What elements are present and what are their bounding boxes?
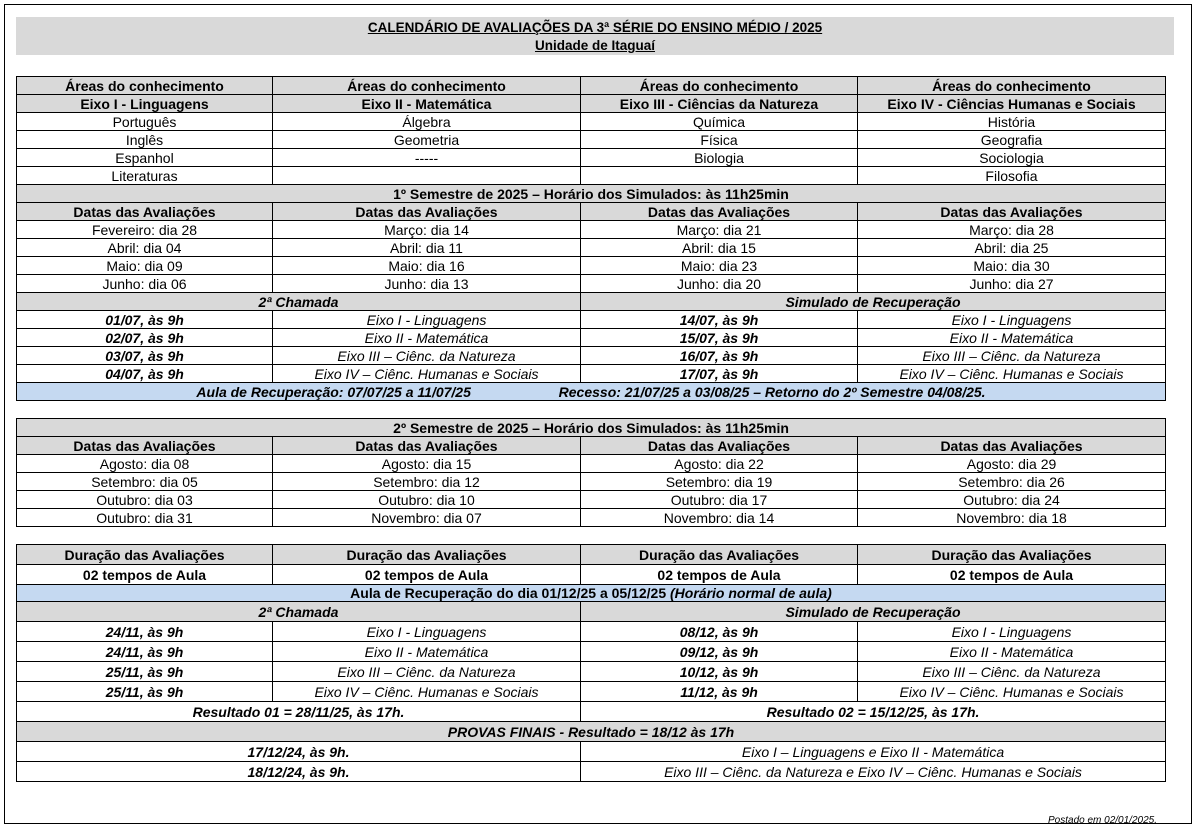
date-cell: Junho: dia 20 (581, 275, 858, 293)
chamada-eixo: Eixo IV – Ciênc. Humanas e Sociais (273, 682, 581, 702)
chamada-eixo: Eixo I - Linguagens (273, 622, 581, 642)
chamada-date: 25/11, às 9h (17, 662, 273, 682)
resultado-02: Resultado 02 = 15/12/25, às 17h. (581, 702, 1166, 722)
chamada-date: 25/11, às 9h (17, 682, 273, 702)
subject-cell: Biologia (581, 149, 858, 167)
duration-header: Duração das Avaliações (17, 545, 273, 565)
duration-header: Duração das Avaliações (273, 545, 581, 565)
date-cell: Outubro: dia 31 (17, 509, 273, 527)
dates-header: Datas das Avaliações (858, 203, 1166, 221)
duration-value: 02 tempos de Aula (581, 565, 858, 585)
resultado-01: Resultado 01 = 28/11/25, às 17h. (17, 702, 581, 722)
subject-cell (273, 167, 581, 185)
recuperacao-date: 14/07, às 9h (581, 311, 858, 329)
date-cell: Setembro: dia 12 (273, 473, 581, 491)
page-title: CALENDÁRIO DE AVALIAÇÕES DA 3ª SÉRIE DO ENSINO MÉDIO / 2025 (367, 20, 823, 35)
subject-cell: Espanhol (17, 149, 273, 167)
areas-header: Áreas do conhecimento (858, 77, 1166, 95)
date-cell: Agosto: dia 15 (273, 455, 581, 473)
date-cell: Junho: dia 13 (273, 275, 581, 293)
recovery-note (17, 383, 1166, 401)
chamada-eixo: Eixo III – Ciênc. da Natureza (273, 347, 581, 365)
recuperacao-eixo: Eixo III – Ciênc. da Natureza (858, 347, 1166, 365)
recuperacao-eixo: Eixo III – Ciênc. da Natureza (858, 662, 1166, 682)
subject-cell: Geografia (858, 131, 1166, 149)
date-cell: Abril: dia 25 (858, 239, 1166, 257)
recuperacao-eixo: Eixo II - Matemática (858, 329, 1166, 347)
date-cell: Outubro: dia 17 (581, 491, 858, 509)
aula-recuperacao-row (17, 585, 1166, 602)
date-cell: Fevereiro: dia 28 (17, 221, 273, 239)
subject-cell: Sociologia (858, 149, 1166, 167)
recuperacao-eixo: Eixo IV – Ciênc. Humanas e Sociais (858, 682, 1166, 702)
chamada-date: 24/11, às 9h (17, 622, 273, 642)
dates-header: Datas das Avaliações (581, 203, 858, 221)
date-cell: Outubro: dia 24 (858, 491, 1166, 509)
recuperacao-date: 17/07, às 9h (581, 365, 858, 383)
duration-header: Duração das Avaliações (858, 545, 1166, 565)
semester-title: 2º Semestre de 2025 – Horário dos Simulados: às 11h25min (17, 419, 1166, 437)
eixo-header: Eixo IV - Ciências Humanas e Sociais (858, 95, 1166, 113)
date-cell: Junho: dia 27 (858, 275, 1166, 293)
duration-value: 02 tempos de Aula (273, 565, 581, 585)
recuperacao-date: 15/07, às 9h (581, 329, 858, 347)
final-eixos: Eixo III – Ciênc. da Natureza e Eixo IV – Ciênc. Humanas e Sociais (581, 762, 1166, 782)
date-cell: Setembro: dia 19 (581, 473, 858, 491)
date-cell: Outubro: dia 03 (17, 491, 273, 509)
date-cell: Abril: dia 04 (17, 239, 273, 257)
final-date: 17/12/24, às 9h. (17, 742, 581, 762)
chamada-eixo: Eixo II - Matemática (273, 642, 581, 662)
subject-cell: História (858, 113, 1166, 131)
chamada-eixo: Eixo I - Linguagens (273, 311, 581, 329)
subject-cell: Inglês (17, 131, 273, 149)
aula-recuperacao-note: Aula de Recuperação: 07/07/25 a 11/07/25 (196, 383, 471, 400)
date-cell: Agosto: dia 08 (17, 455, 273, 473)
recuperacao-date: 08/12, às 9h (581, 622, 858, 642)
duration-header: Duração das Avaliações (581, 545, 858, 565)
recuperacao-date: 09/12, às 9h (581, 642, 858, 662)
chamada-date: 24/11, às 9h (17, 642, 273, 662)
aula-recuperacao-text: Aula de Recuperação do dia 01/12/25 a 05/12/25 (350, 584, 667, 601)
date-cell: Setembro: dia 26 (858, 473, 1166, 491)
semester-title: 1º Semestre de 2025 – Horário dos Simulados: às 11h25min (17, 185, 1166, 203)
duration-value: 02 tempos de Aula (858, 565, 1166, 585)
recuperacao-eixo: Eixo I - Linguagens (858, 311, 1166, 329)
date-cell: Junho: dia 06 (17, 275, 273, 293)
date-cell: Novembro: dia 18 (858, 509, 1166, 527)
areas-header: Áreas do conhecimento (17, 77, 273, 95)
table-first-semester (16, 76, 1166, 401)
chamada-date: 02/07, às 9h (17, 329, 273, 347)
dates-header: Datas das Avaliações (273, 203, 581, 221)
recuperacao-date: 16/07, às 9h (581, 347, 858, 365)
subject-cell: Geometria (273, 131, 581, 149)
table-duration-finals (16, 544, 1166, 782)
chamada-eixo: Eixo IV – Ciênc. Humanas e Sociais (273, 365, 581, 383)
subject-cell: Filosofia (858, 167, 1166, 185)
subject-cell: Álgebra (273, 113, 581, 131)
subject-cell: ----- (273, 149, 581, 167)
date-cell: Agosto: dia 22 (581, 455, 858, 473)
date-cell: Abril: dia 15 (581, 239, 858, 257)
page-header (16, 17, 1174, 55)
date-cell: Setembro: dia 05 (17, 473, 273, 491)
eixo-header: Eixo I - Linguagens (17, 95, 273, 113)
posted-date: Postado em 02/01/2025. (1048, 815, 1157, 826)
recuperacao-date: 10/12, às 9h (581, 662, 858, 682)
date-cell: Maio: dia 23 (581, 257, 858, 275)
eixo-header: Eixo II - Matemática (273, 95, 581, 113)
chamada-eixo: Eixo III – Ciênc. da Natureza (273, 662, 581, 682)
chamada-date: 04/07, às 9h (17, 365, 273, 383)
chamada-date: 01/07, às 9h (17, 311, 273, 329)
duration-value: 02 tempos de Aula (17, 565, 273, 585)
date-cell: Maio: dia 16 (273, 257, 581, 275)
date-cell: Outubro: dia 10 (273, 491, 581, 509)
areas-header: Áreas do conhecimento (581, 77, 858, 95)
dates-header: Datas das Avaliações (581, 437, 858, 455)
recuperacao-date: 11/12, às 9h (581, 682, 858, 702)
chamada-date: 03/07, às 9h (17, 347, 273, 365)
subject-cell: Literaturas (17, 167, 273, 185)
subject-cell: Português (17, 113, 273, 131)
recesso-note: Recesso: 21/07/25 a 03/08/25 – Retorno do 2º Semestre 04/08/25. (558, 383, 986, 400)
final-eixos: Eixo I – Linguagens e Eixo II - Matemática (581, 742, 1166, 762)
date-cell: Março: dia 28 (858, 221, 1166, 239)
recuperacao-eixo: Eixo IV – Ciênc. Humanas e Sociais (858, 365, 1166, 383)
recuperacao-header: Simulado de Recuperação (581, 602, 1166, 622)
date-cell: Abril: dia 11 (273, 239, 581, 257)
dates-header: Datas das Avaliações (273, 437, 581, 455)
table-second-semester (16, 418, 1166, 527)
chamada-header: 2ª Chamada (17, 602, 581, 622)
subject-cell: Física (581, 131, 858, 149)
date-cell: Novembro: dia 07 (273, 509, 581, 527)
chamada-eixo: Eixo II - Matemática (273, 329, 581, 347)
recuperacao-eixo: Eixo II - Matemática (858, 642, 1166, 662)
provas-finais-header: PROVAS FINAIS - Resultado = 18/12 às 17h (17, 722, 1166, 742)
date-cell: Março: dia 21 (581, 221, 858, 239)
date-cell: Maio: dia 09 (17, 257, 273, 275)
subject-cell (581, 167, 858, 185)
recuperacao-eixo: Eixo I - Linguagens (858, 622, 1166, 642)
page-subtitle: Unidade de Itaguaí (534, 38, 656, 53)
date-cell: Agosto: dia 29 (858, 455, 1166, 473)
dates-header: Datas das Avaliações (858, 437, 1166, 455)
date-cell: Maio: dia 30 (858, 257, 1166, 275)
dates-header: Datas das Avaliações (17, 203, 273, 221)
date-cell: Março: dia 14 (273, 221, 581, 239)
areas-header: Áreas do conhecimento (273, 77, 581, 95)
aula-recuperacao-note: (Horário normal de aula) (670, 584, 832, 601)
eixo-header: Eixo III - Ciências da Natureza (581, 95, 858, 113)
subject-cell: Química (581, 113, 858, 131)
date-cell: Novembro: dia 14 (581, 509, 858, 527)
dates-header: Datas das Avaliações (17, 437, 273, 455)
recuperacao-header: Simulado de Recuperação (581, 293, 1166, 311)
final-date: 18/12/24, às 9h. (17, 762, 581, 782)
chamada-header: 2ª Chamada (17, 293, 581, 311)
